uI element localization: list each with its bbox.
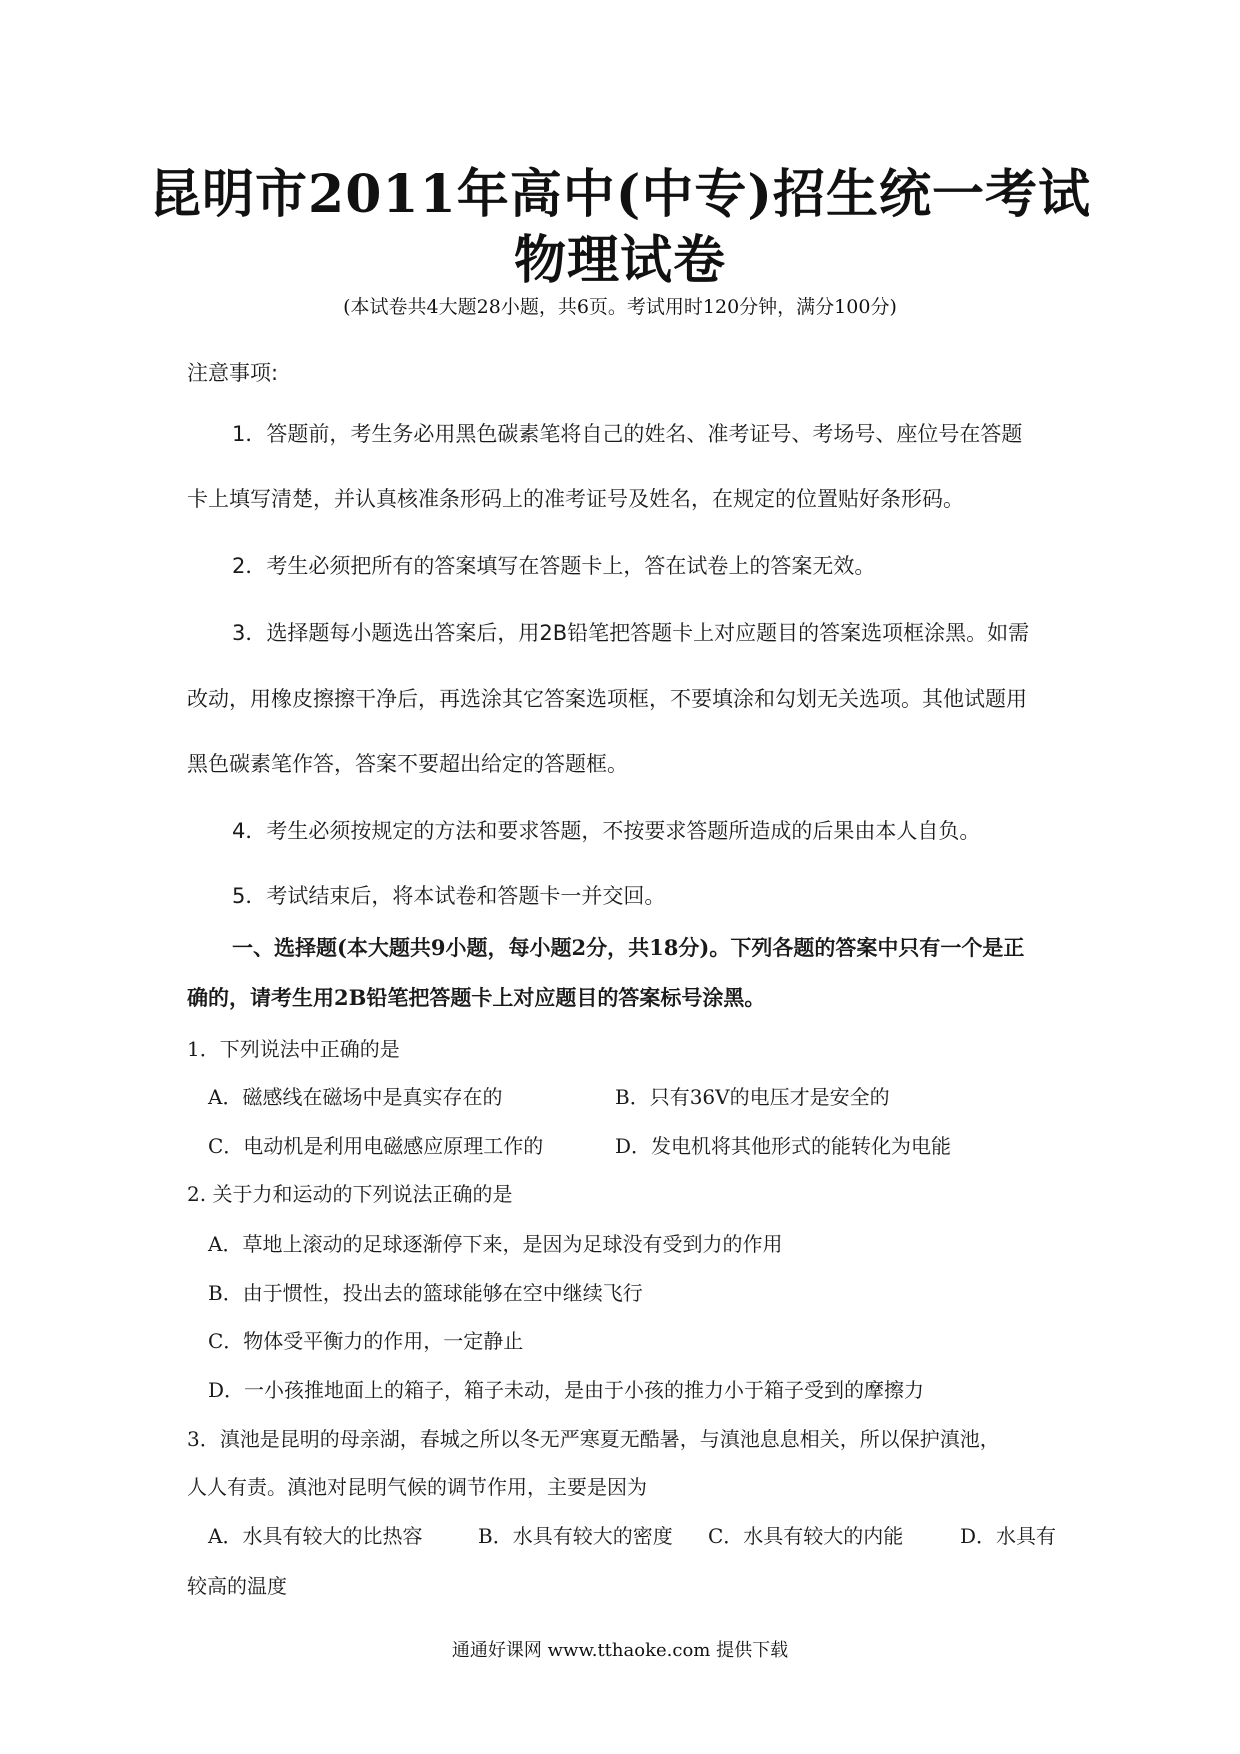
exam-info: (本试卷共4大题28小题，共6页。考试用时120分钟，满分100分) [343,296,897,318]
question-2-option-a: A．草地上滚动的足球逐渐停下来，是因为足球没有受到力的作用 [208,1232,783,1256]
question-3-option-a: A．水具有较大的比热容 [208,1524,423,1548]
notice-line: 卡上填写清楚，并认真核准条形码上的准考证号及姓名，在规定的位置贴好条形码。 [187,487,964,511]
question-2-stem: 2. 关于力和运动的下列说法正确的是 [187,1182,513,1206]
notice-line: 1．答题前，考生务必用黑色碳素笔将自己的姓名、准考证号、考场号、座位号在答题 [232,422,1023,446]
question-3-stem: 3．滇池是昆明的母亲湖，春城之所以冬无严寒夏无酷暑，与滇池息息相关，所以保护滇池， [187,1427,1000,1451]
question-3-stem: 人人有责。滇池对昆明气候的调节作用，主要是因为 [187,1475,647,1499]
notice-line: 3．选择题每小题选出答案后，用2B铅笔把答题卡上对应题目的答案选项框涂黑。如需 [232,621,1030,645]
page-footer: 通通好课网 www.tthaoke.com 提供下载 [451,1640,789,1661]
notice-heading: 注意事项: [187,361,279,385]
exam-subject-title: 物理试卷 [513,230,726,291]
notice-line: 黑色碳素笔作答，答案不要超出给定的答题框。 [187,752,628,776]
question-3-option-c: C．水具有较大的内能 [708,1524,904,1548]
question-1-option-b: B．只有36V的电压才是安全的 [615,1085,890,1109]
notice-line: 5．考试结束后，将本试卷和答题卡一并交回。 [232,884,666,908]
question-3-option-b: B．水具有较大的密度 [478,1524,673,1548]
notice-line: 改动，用橡皮擦擦干净后，再选涂其它答案选项框，不要填涂和勾划无关选项。其他试题用 [187,687,1027,711]
notice-line: 4．考生必须按规定的方法和要求答题，不按要求答题所造成的后果由本人自负。 [232,819,981,843]
question-2-option-d: D．一小孩推地面上的箱子，箱子未动，是由于小孩的推力小于箱子受到的摩擦力 [208,1378,925,1402]
section-heading: 一、选择题(本大题共9小题，每小题2分，共18分)。下列各题的答案中只有一个是正 [232,935,1025,960]
question-2-option-b: B．由于惯性，投出去的篮球能够在空中继续飞行 [208,1281,643,1305]
question-2-option-c: C．物体受平衡力的作用，一定静止 [208,1329,524,1353]
question-3-option-d: D．水具有 [960,1524,1057,1548]
section-heading: 确的，请考生用2B铅笔把答题卡上对应题目的答案标号涂黑。 [187,985,766,1010]
notice-line: 2．考生必须把所有的答案填写在答题卡上，答在试卷上的答案无效。 [232,554,876,578]
question-1-stem: 1．下列说法中正确的是 [187,1037,400,1061]
exam-title: 昆明市2011年高中(中专)招生统一考试 [149,164,1091,225]
question-3-option-d-continued: 较高的温度 [187,1574,287,1598]
question-1-option-c: C．电动机是利用电磁感应原理工作的 [208,1134,544,1158]
question-1-option-d: D．发电机将其他形式的能转化为电能 [615,1134,952,1158]
question-1-option-a: A．磁感线在磁场中是真实存在的 [208,1085,503,1109]
